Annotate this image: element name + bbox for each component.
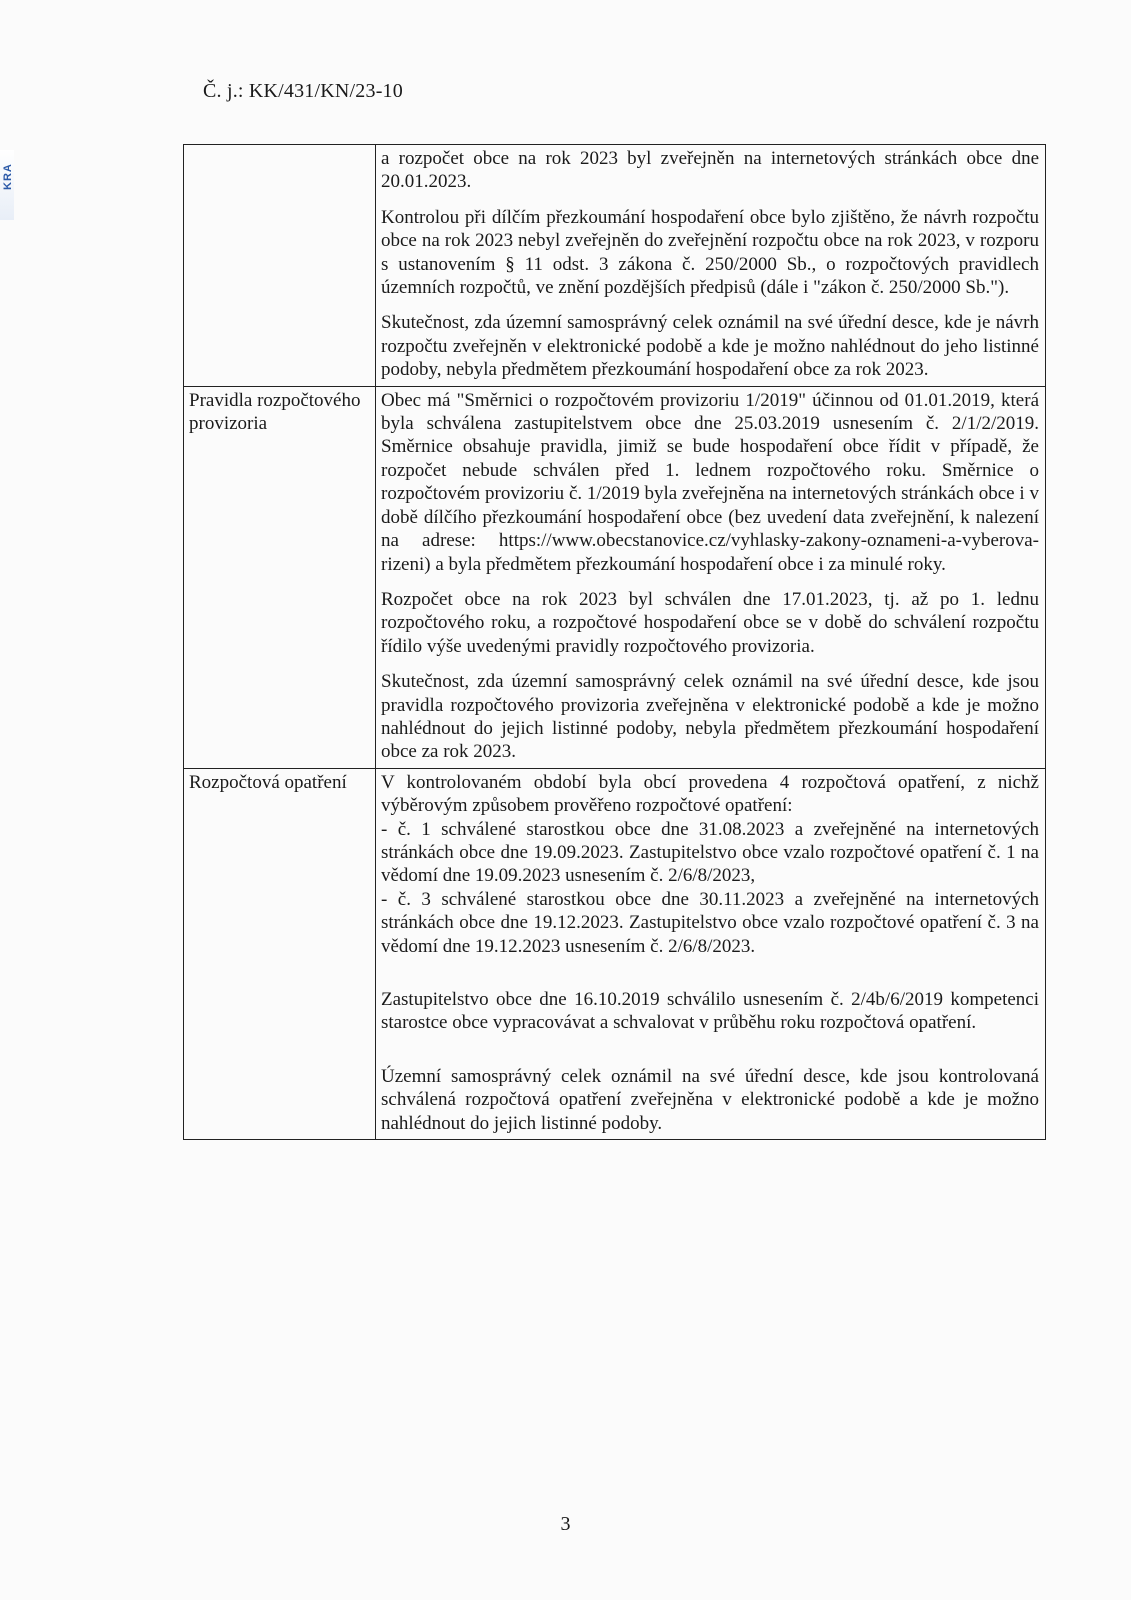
- paragraph: Obec má "Směrnici o rozpočtovém provizoriu 1/2019" účinnou od 01.01.2019, která byla schválena zastupitelstvem obce dne 25.03.2019 usnesením č. 2/1/2/2019. Směrnice obsahuje pravidla, jimiž se bude hospodaření obce řídit v případě, že rozpočet nebude schválen před 1. lednem rozpočtového roku. Směrnice o rozpočtovém provizoriu č. 1/2019 byla zveřejněna na internetových stránkách obce i v době dílčího přezkoumání hospodaření obce (bez uvedení data zveřejnění, k nalezení na adrese: https://www.obecstanovice.cz/vyhlasky-zakony-oznameni-a-vyberova-rizeni) a byla předmětem přezkoumání hospodaření obce i za minulé roky.: [381, 389, 1039, 575]
- paragraph: Skutečnost, zda územní samosprávný celek oznámil na své úřední desce, kde jsou pravidla rozpočtového provizoria zveřejněna v elektronické podobě a kde je možno nahlédnout do jejich listinné podoby, nebyla předmětem přezkoumání hospodaření obce za rok 2023.: [381, 671, 1039, 763]
- paragraph: Skutečnost, zda územní samosprávný celek oznámil na své úřední desce, kde je návrh rozpočtu zveřejněn v elektronické podobě a kde je možno nahlédnout do jeho listinné podoby, nebyla předmětem přezkoumání hospodaření obce za rok 2023.: [381, 312, 1039, 381]
- paragraph: V kontrolovaném období byla obcí provedena 4 rozpočtová opatření, z nichž výběrovým způsobem prověřeno rozpočtové opatření:: [381, 771, 1039, 817]
- reference-number: Č. j.: KK/431/KN/23-10: [203, 80, 403, 102]
- paragraph: Zastupitelstvo obce dne 16.10.2019 schválilo usnesením č. 2/4b/6/2019 kompetenci starostce obce vypracovávat a schvalovat v průběhu roku rozpočtová opatření.: [381, 989, 1039, 1034]
- edge-stamp: [0, 150, 14, 220]
- table-row: [184, 768, 1046, 1139]
- row-label: Rozpočtová opatření: [184, 768, 376, 1139]
- paragraph: - č. 1 schválené starostkou obce dne 31.08.2023 a zveřejněné na internetových stránkách obce dne 19.09.2023. Zastupitelstvo obce vzalo rozpočtové opatření č. 1 na vědomí dne 19.09.2023 usnesením č. 2/6/8/2023,: [381, 818, 1039, 887]
- row-content: [376, 386, 1046, 768]
- paragraph: a rozpočet obce na rok 2023 byl zveřejněn na internetových stránkách obce dne 20.01.2023.: [381, 148, 1039, 193]
- table-row: [184, 145, 1046, 387]
- row-label: [184, 145, 376, 387]
- paragraph: Územní samosprávný celek oznámil na své úřední desce, kde jsou kontrolovaná schválená rozpočtová opatření zveřejněna v elektronické podobě a kde je možno nahlédnout do jejich listinné podoby.: [381, 1065, 1039, 1134]
- page-number: 3: [560, 1513, 571, 1535]
- row-label: Pravidla rozpočtového provizoria: [184, 386, 376, 768]
- paragraph: - č. 3 schválené starostkou obce dne 30.11.2023 a zveřejněné na internetových stránkách obce dne 19.12.2023. Zastupitelstvo obce vzalo rozpočtové opatření č. 3 na vědomí dne 19.12.2023 usnesením č. 2/6/8/2023.: [381, 888, 1039, 957]
- row-content: [376, 145, 1046, 387]
- paragraph: Kontrolou při dílčím přezkoumání hospodaření obce bylo zjištěno, že návrh rozpočtu obce na rok 2023 nebyl zveřejněn do zveřejnění rozpočtu obce na rok 2023, v rozporu s ustanovením § 11 odst. 3 zákona č. 250/2000 Sb., o rozpočtových pravidlech územních rozpočtů, ve znění pozdějších předpisů (dále i "zákon č. 250/2000 Sb.").: [381, 206, 1039, 299]
- row-content: [376, 768, 1046, 1139]
- edge-stamp-text: KRA: [2, 163, 14, 190]
- paragraph: Rozpočet obce na rok 2023 byl schválen dne 17.01.2023, tj. až po 1. lednu rozpočtového roku, a rozpočtové hospodaření obce se v době do schválení rozpočtu řídilo výše uvedenými pravidly rozpočtového provizoria.: [381, 588, 1039, 657]
- table-row: [184, 386, 1046, 768]
- findings-table: [183, 144, 1046, 1140]
